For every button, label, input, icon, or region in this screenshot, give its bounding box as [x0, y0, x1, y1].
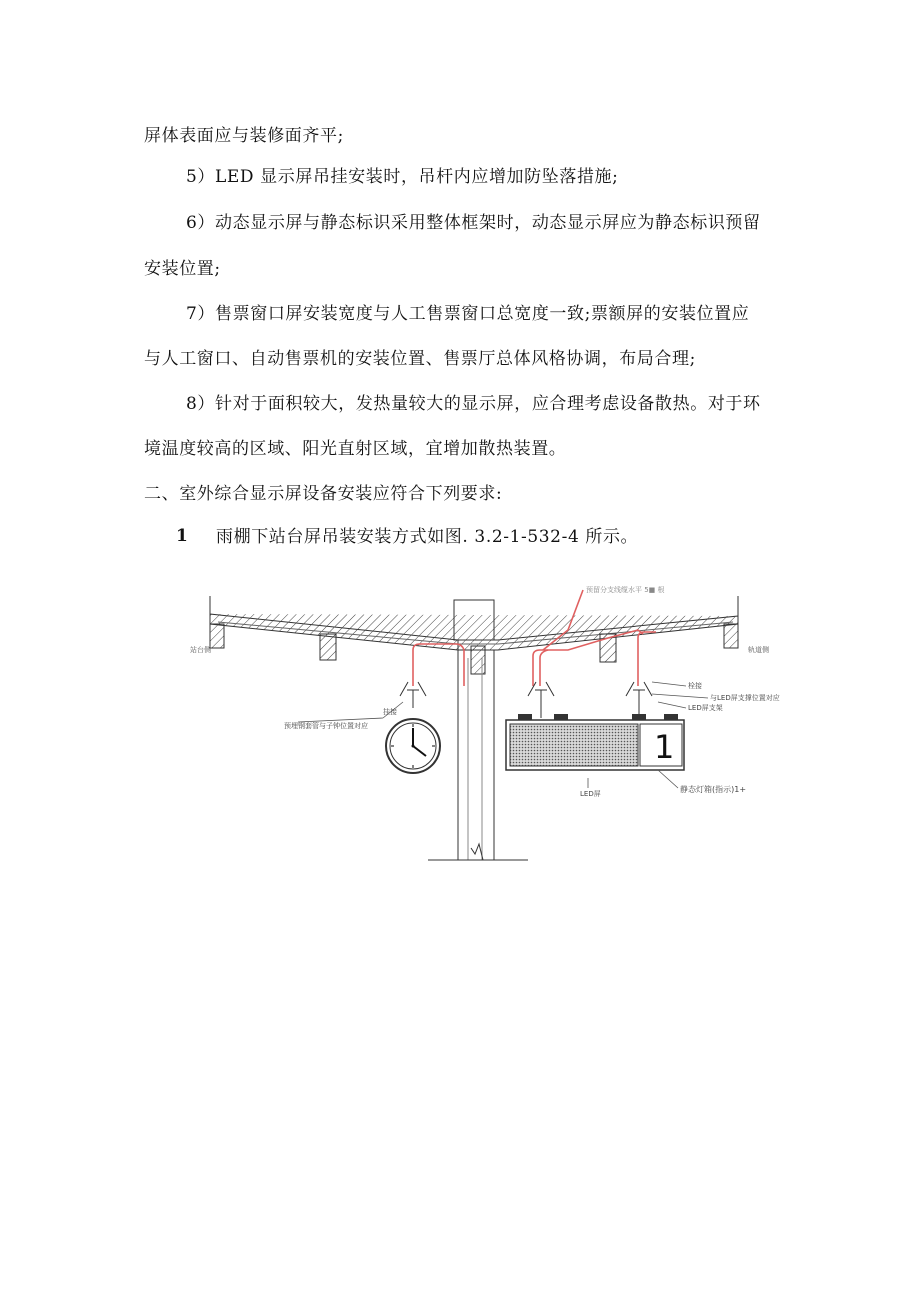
led-screen-label: LED屏 [580, 790, 601, 798]
canopy-diagram-svg [188, 578, 782, 868]
clock-hook-label: 挂接 [383, 708, 397, 716]
left-side-label: 站台侧 [190, 646, 211, 654]
paragraph-item-7-cont: 与人工窗口、自动售票机的安装位置、售票厅总体风格协调，布局合理; [144, 349, 696, 369]
paragraph-item-5: 5）LED 显示屏吊挂安装时，吊杆内应增加防坠落措施; [186, 167, 619, 187]
bracket-note-label: 与LED屏支撑位置对应 [710, 694, 780, 702]
item-number: 1 [176, 526, 188, 546]
canopy-roof [210, 596, 738, 650]
section-heading: 二、室外综合显示屏设备安装应符合下列要求: [144, 484, 503, 504]
paragraph-item-7: 7）售票窗口屏安装宽度与人工售票窗口总宽度一致;票额屏的安装位置应 [186, 304, 750, 324]
paragraph-item-6: 6）动态显示屏与静态标识采用整体框架时，动态显示屏应为静态标识预留 [186, 213, 761, 233]
sign-number: 1 [654, 728, 675, 766]
anchor-label: 栓接 [688, 682, 702, 690]
paragraph-item-8: 8）针对于面积较大，发热量较大的显示屏，应合理考虑设备散热。对于环 [186, 394, 761, 414]
paragraph-item-8-cont: 境温度较高的区域、阳光直射区域，宜增加散热装置。 [144, 439, 567, 459]
paragraph-continuation: 屏体表面应与装修面齐平; [144, 126, 344, 146]
hanger-brackets [400, 682, 652, 718]
static-sign-label: 静态灯箱(指示)1+ [680, 785, 747, 794]
item-text: 雨棚下站台屏吊装安装方式如图. 3.2-1-532-4 所示。 [216, 527, 639, 547]
clock-note-label: 预埋钢套管与子钟位置对应 [284, 722, 368, 730]
right-side-label: 轨道侧 [748, 646, 769, 654]
installation-diagram [188, 578, 782, 868]
clock-icon [386, 719, 440, 773]
paragraph-item-6-cont: 安装位置; [144, 259, 221, 279]
top-note-label: 预留分支线缆水平 5■ 根 [586, 586, 665, 594]
led-bracket-label: LED屏支架 [688, 704, 723, 712]
